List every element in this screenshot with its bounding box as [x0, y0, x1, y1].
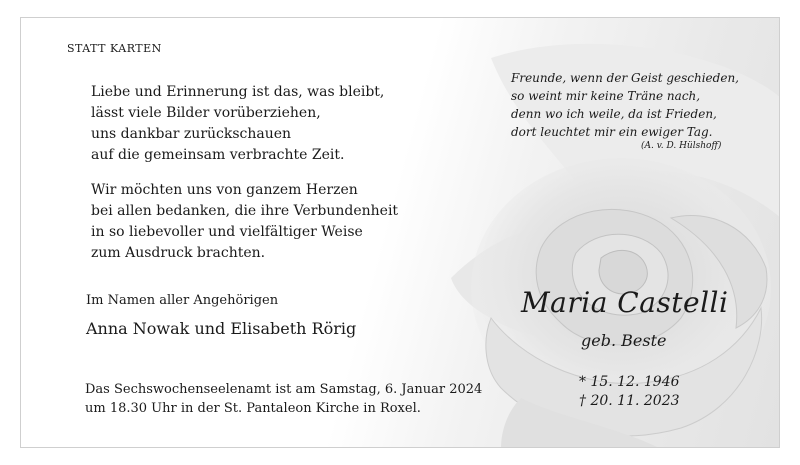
quote-line: dort leuchtet mir ein ewiger Tag.	[511, 125, 713, 139]
statt-karten-label: STATT KARTEN	[67, 42, 162, 55]
family-names: Anna Nowak und Elisabeth Rörig	[86, 319, 357, 338]
family-intro: Im Namen aller Angehörigen	[86, 293, 279, 308]
poem-line: bei allen bedanken, die ihre Verbundenheit	[91, 203, 399, 219]
poem-line: auf die gemeinsam verbrachte Zeit.	[91, 147, 345, 163]
poem-stanza-2	[91, 180, 398, 264]
service-line: Das Sechswochenseelenamt ist am Samstag, 6. Januar 2024	[85, 382, 483, 397]
poem-line: uns dankbar zurückschauen	[91, 126, 292, 142]
quote-line: so weint mir keine Träne nach,	[511, 89, 701, 103]
deceased-name: Maria Castelli	[521, 286, 729, 319]
death-date: † 20. 11. 2023	[579, 393, 680, 409]
quote	[511, 69, 739, 141]
quote-line: denn wo ich weile, da ist Frieden,	[511, 107, 717, 121]
birth-name: geb. Beste	[581, 331, 667, 350]
poem-line: Liebe und Erinnerung ist das, was bleibt,	[91, 84, 385, 100]
service-info	[85, 380, 482, 418]
quote-line: Freunde, wenn der Geist geschieden,	[511, 71, 739, 85]
obituary-card	[20, 17, 780, 448]
quote-author: (A. v. D. Hülshoff)	[641, 141, 722, 151]
birth-date: * 15. 12. 1946	[579, 374, 680, 390]
poem-line: zum Ausdruck brachten.	[91, 245, 266, 261]
poem-stanza-1	[91, 82, 384, 166]
life-dates	[579, 373, 680, 411]
poem-line: in so liebevoller und vielfältiger Weise	[91, 224, 363, 240]
poem-line: lässt viele Bilder vorüberziehen,	[91, 105, 321, 121]
service-line: um 18.30 Uhr in der St. Pantaleon Kirche in Roxel.	[85, 401, 421, 416]
poem-line: Wir möchten uns von ganzem Herzen	[91, 182, 358, 198]
